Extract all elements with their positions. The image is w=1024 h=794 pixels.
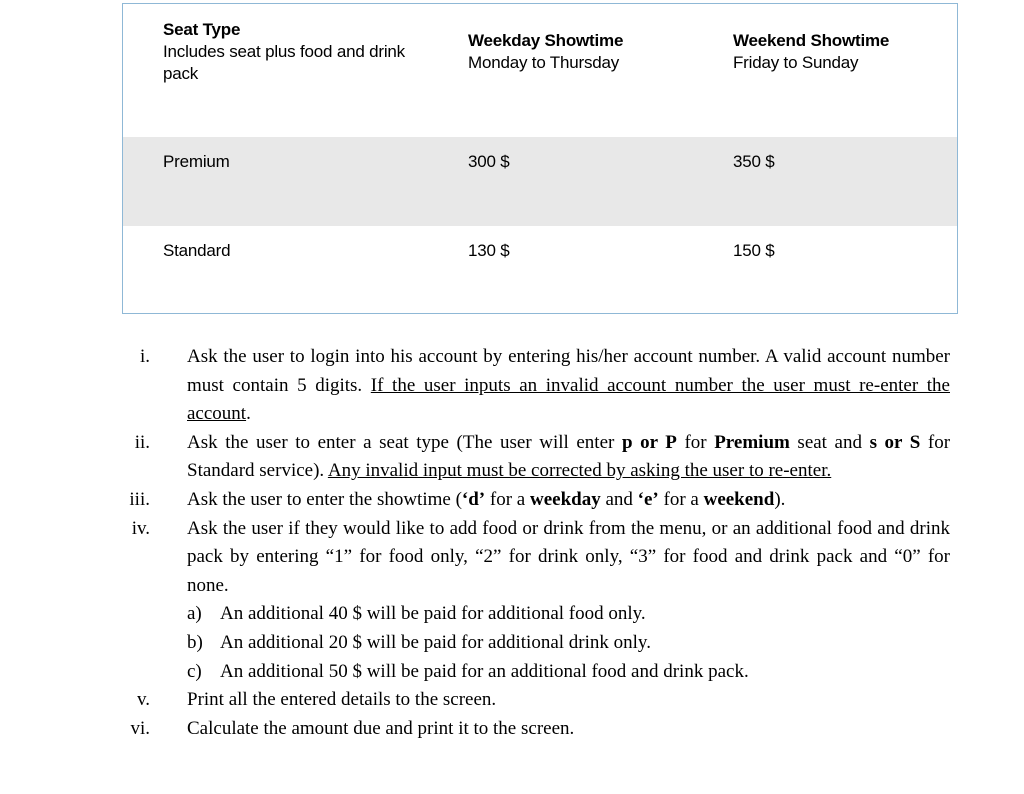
text-part: ). — [774, 488, 786, 510]
item-number: ii. — [134, 431, 150, 453]
instruction-item-vi — [120, 715, 950, 744]
sub-item-label: b) — [187, 631, 203, 653]
instruction-item-iv — [120, 515, 950, 687]
item-text-end: . — [246, 403, 251, 425]
item-text: Calculate the amount due and print it to the screen. — [187, 717, 575, 739]
text-part: and — [600, 488, 638, 510]
text-part: for a — [485, 488, 530, 510]
item-text-underlined: Any invalid input must be corrected by asking the user to re-enter. — [327, 460, 832, 482]
item-text: Print all the entered details to the screen. — [187, 689, 497, 711]
sub-item-text: An additional 50 $ will be paid for an additional food and drink pack. — [220, 660, 749, 682]
instruction-list — [120, 343, 950, 743]
text-part: Ask the user to enter the showtime ( — [187, 488, 462, 510]
sub-item-a — [187, 600, 950, 629]
weekday-price-cell: 130 $ — [468, 241, 510, 260]
item-number: i. — [139, 346, 150, 367]
header-seat-type-title: Seat Type — [163, 20, 241, 39]
header-weekend-title: Weekend Showtime — [733, 31, 890, 50]
header-weekday — [468, 30, 708, 74]
item-text-plain: Ask the user to login into his account by entering his/her account number. A valid account number must contain 5 digits. — [187, 346, 950, 396]
text-part: seat and — [789, 431, 870, 453]
sub-item-label: a) — [187, 603, 202, 625]
bold-part: s or S — [869, 431, 921, 453]
item-text — [187, 429, 950, 486]
pricing-table — [122, 3, 958, 314]
table-row — [123, 137, 957, 226]
header-weekday-title: Weekday Showtime — [468, 31, 624, 50]
text-part: for — [676, 431, 715, 453]
item-number: iv. — [131, 517, 150, 539]
item-text-underlined: If the user inputs an invalid account number the user must re-enter the account — [187, 374, 950, 425]
instruction-item-v — [120, 686, 950, 715]
item-text — [187, 343, 950, 429]
instruction-item-iii — [120, 486, 950, 515]
bold-part: p or P — [621, 431, 677, 453]
table-header-row — [123, 4, 957, 137]
header-seat-type-subtitle: Includes seat plus food and drink pack — [163, 42, 405, 83]
item-text — [187, 486, 950, 515]
weekend-price-cell: 350 $ — [733, 152, 775, 171]
bold-part: weekday — [529, 488, 601, 510]
sub-item-text: An additional 40 $ will be paid for additional food only. — [220, 603, 646, 625]
seat-type-cell: Standard — [163, 241, 231, 260]
header-weekday-subtitle: Monday to Thursday — [468, 53, 620, 72]
sub-item-c — [187, 658, 950, 687]
table-row — [123, 226, 957, 315]
bold-part: ‘d’ — [461, 488, 486, 510]
bold-part: Premium — [714, 431, 790, 453]
bold-part: ‘e’ — [637, 488, 659, 510]
bold-part: weekend — [703, 488, 775, 510]
header-seat-type — [163, 19, 413, 85]
sub-item-b — [187, 629, 950, 658]
item-number: vi. — [130, 717, 150, 739]
instruction-item-i — [120, 343, 950, 429]
item-number: v. — [136, 689, 150, 711]
header-weekend-subtitle: Friday to Sunday — [733, 53, 859, 72]
text-part: for Standard service). — [187, 431, 951, 482]
sub-item-text: An additional 20 $ will be paid for additional drink only. — [220, 631, 651, 653]
seat-type-cell: Premium — [163, 152, 230, 171]
sub-item-label: c) — [187, 660, 202, 682]
header-weekend — [733, 30, 953, 74]
item-number: iii. — [129, 488, 150, 510]
instruction-item-ii — [120, 429, 950, 486]
text-part: Ask the user to enter a seat type (The user will enter — [187, 431, 622, 453]
item-text: Ask the user if they would like to add food or drink from the menu, or an additional food and drink pack by entering “1” for food only, “2” for drink only, “3” for food and drink pack and “0” for none. — [187, 517, 950, 596]
weekday-price-cell: 300 $ — [468, 152, 510, 171]
text-part: for a — [658, 488, 704, 510]
weekend-price-cell: 150 $ — [733, 241, 775, 260]
